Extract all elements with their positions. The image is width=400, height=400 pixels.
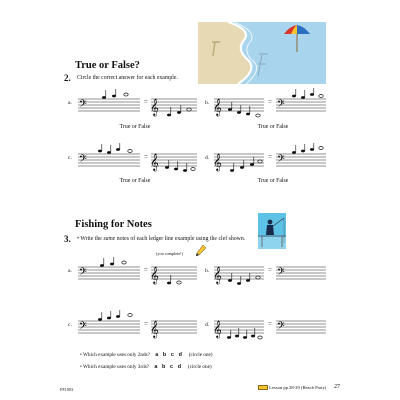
- answer-options[interactable]: a b c d: [154, 364, 183, 370]
- exercise-number-2: 2.: [64, 73, 71, 83]
- svg-text:𝄞: 𝄞: [213, 266, 222, 284]
- pencil-icon: [196, 245, 206, 257]
- answer-options[interactable]: a b c d: [155, 352, 184, 358]
- exercise-3-instruction: [77, 236, 245, 242]
- svg-text:𝄞: 𝄞: [213, 98, 222, 116]
- example-label-d: d.: [205, 155, 210, 161]
- svg-text:𝄞: 𝄞: [150, 266, 159, 284]
- section-title-true-or-false: True or False?: [75, 60, 140, 71]
- equals-sign: =: [144, 320, 148, 328]
- example-label-a: a.: [68, 100, 72, 106]
- staff-3b-treble: [214, 261, 264, 287]
- true-or-false-a[interactable]: True or False: [119, 124, 151, 130]
- staff-2a-treble: [151, 93, 197, 119]
- fish-example-label-b: b.: [205, 268, 210, 274]
- book-icon: [258, 385, 268, 390]
- fish-example-label-c: c.: [68, 322, 72, 328]
- svg-text:𝄞: 𝄞: [150, 98, 159, 116]
- equals-sign: =: [144, 153, 148, 161]
- equals-sign: =: [144, 98, 148, 106]
- section-title-fishing-for-notes: Fishing for Notes: [75, 219, 152, 230]
- equals-sign: =: [268, 98, 272, 106]
- svg-text:𝄞: 𝄞: [213, 153, 222, 171]
- staff-2c-bass: [78, 148, 140, 170]
- instruction-text-post: notes of each ledger line example using the clef shown.: [115, 236, 246, 242]
- instruction-emphasis: same: [103, 236, 116, 242]
- staff-3a-bass: [78, 261, 140, 283]
- beach-illustration: [198, 22, 326, 84]
- staff-2c-treble: [151, 148, 197, 174]
- equals-sign: =: [144, 266, 148, 274]
- lesson-reference: Lesson pp.38-39 (Beach Party): [269, 385, 327, 390]
- svg-text:𝄢: 𝄢: [79, 153, 87, 167]
- svg-text:𝄢: 𝄢: [277, 98, 285, 112]
- staff-2a-bass: [78, 93, 140, 115]
- svg-text:𝄢: 𝄢: [277, 320, 285, 334]
- svg-text:𝄞: 𝄞: [213, 320, 222, 338]
- page-number: 27: [334, 384, 340, 390]
- staff-3d-treble: [214, 315, 264, 341]
- bullet: •: [80, 364, 82, 370]
- true-or-false-d[interactable]: True or False: [257, 178, 289, 184]
- fishing-man-illustration: [258, 213, 286, 249]
- question-2nds: [80, 352, 213, 358]
- question-3rds: [80, 364, 212, 370]
- equals-sign: =: [268, 320, 272, 328]
- staff-2d-bass: [276, 148, 326, 170]
- circle-hint: (circle one): [188, 352, 213, 358]
- instruction-text-pre: Write the: [80, 236, 104, 242]
- you-complete-note: (you complete!): [156, 251, 183, 256]
- example-label-c: c.: [68, 155, 72, 161]
- footer-code: FF1003: [60, 387, 74, 392]
- staff-3c-treble-empty[interactable]: [151, 315, 197, 341]
- svg-text:𝄞: 𝄞: [150, 320, 159, 338]
- fish-example-label-a: a.: [68, 268, 72, 274]
- true-or-false-c[interactable]: True or False: [119, 178, 151, 184]
- staff-2d-treble: [214, 148, 264, 174]
- example-label-b: b.: [205, 100, 210, 106]
- fish-example-label-d: d.: [205, 322, 210, 328]
- svg-text:𝄢: 𝄢: [79, 98, 87, 112]
- exercise-2-instruction: Circle the correct answer for each example.: [77, 75, 178, 81]
- equals-sign: =: [268, 266, 272, 274]
- bullet: •: [80, 352, 82, 358]
- question-text: Which example uses only 2nds?: [83, 352, 150, 358]
- footer-lesson: [258, 385, 326, 390]
- staff-3d-bass-empty[interactable]: [276, 315, 326, 337]
- svg-text:𝄢: 𝄢: [277, 153, 285, 167]
- true-or-false-b[interactable]: True or False: [257, 124, 289, 130]
- svg-text:𝄢: 𝄢: [79, 266, 87, 280]
- svg-text:𝄢: 𝄢: [277, 266, 285, 280]
- staff-2b-bass: [276, 93, 326, 115]
- staff-3c-bass: [78, 315, 140, 337]
- equals-sign: =: [268, 153, 272, 161]
- question-text: Which example uses only 3rds?: [83, 364, 150, 370]
- staff-3a-treble: [151, 261, 197, 287]
- exercise-number-3: 3.: [64, 234, 71, 244]
- svg-text:𝄞: 𝄞: [150, 153, 159, 171]
- circle-hint: (circle one): [187, 364, 212, 370]
- svg-text:𝄢: 𝄢: [79, 320, 87, 334]
- staff-2b-treble: [214, 93, 264, 119]
- bullet: •: [77, 236, 80, 242]
- staff-3b-bass-empty[interactable]: [276, 261, 326, 283]
